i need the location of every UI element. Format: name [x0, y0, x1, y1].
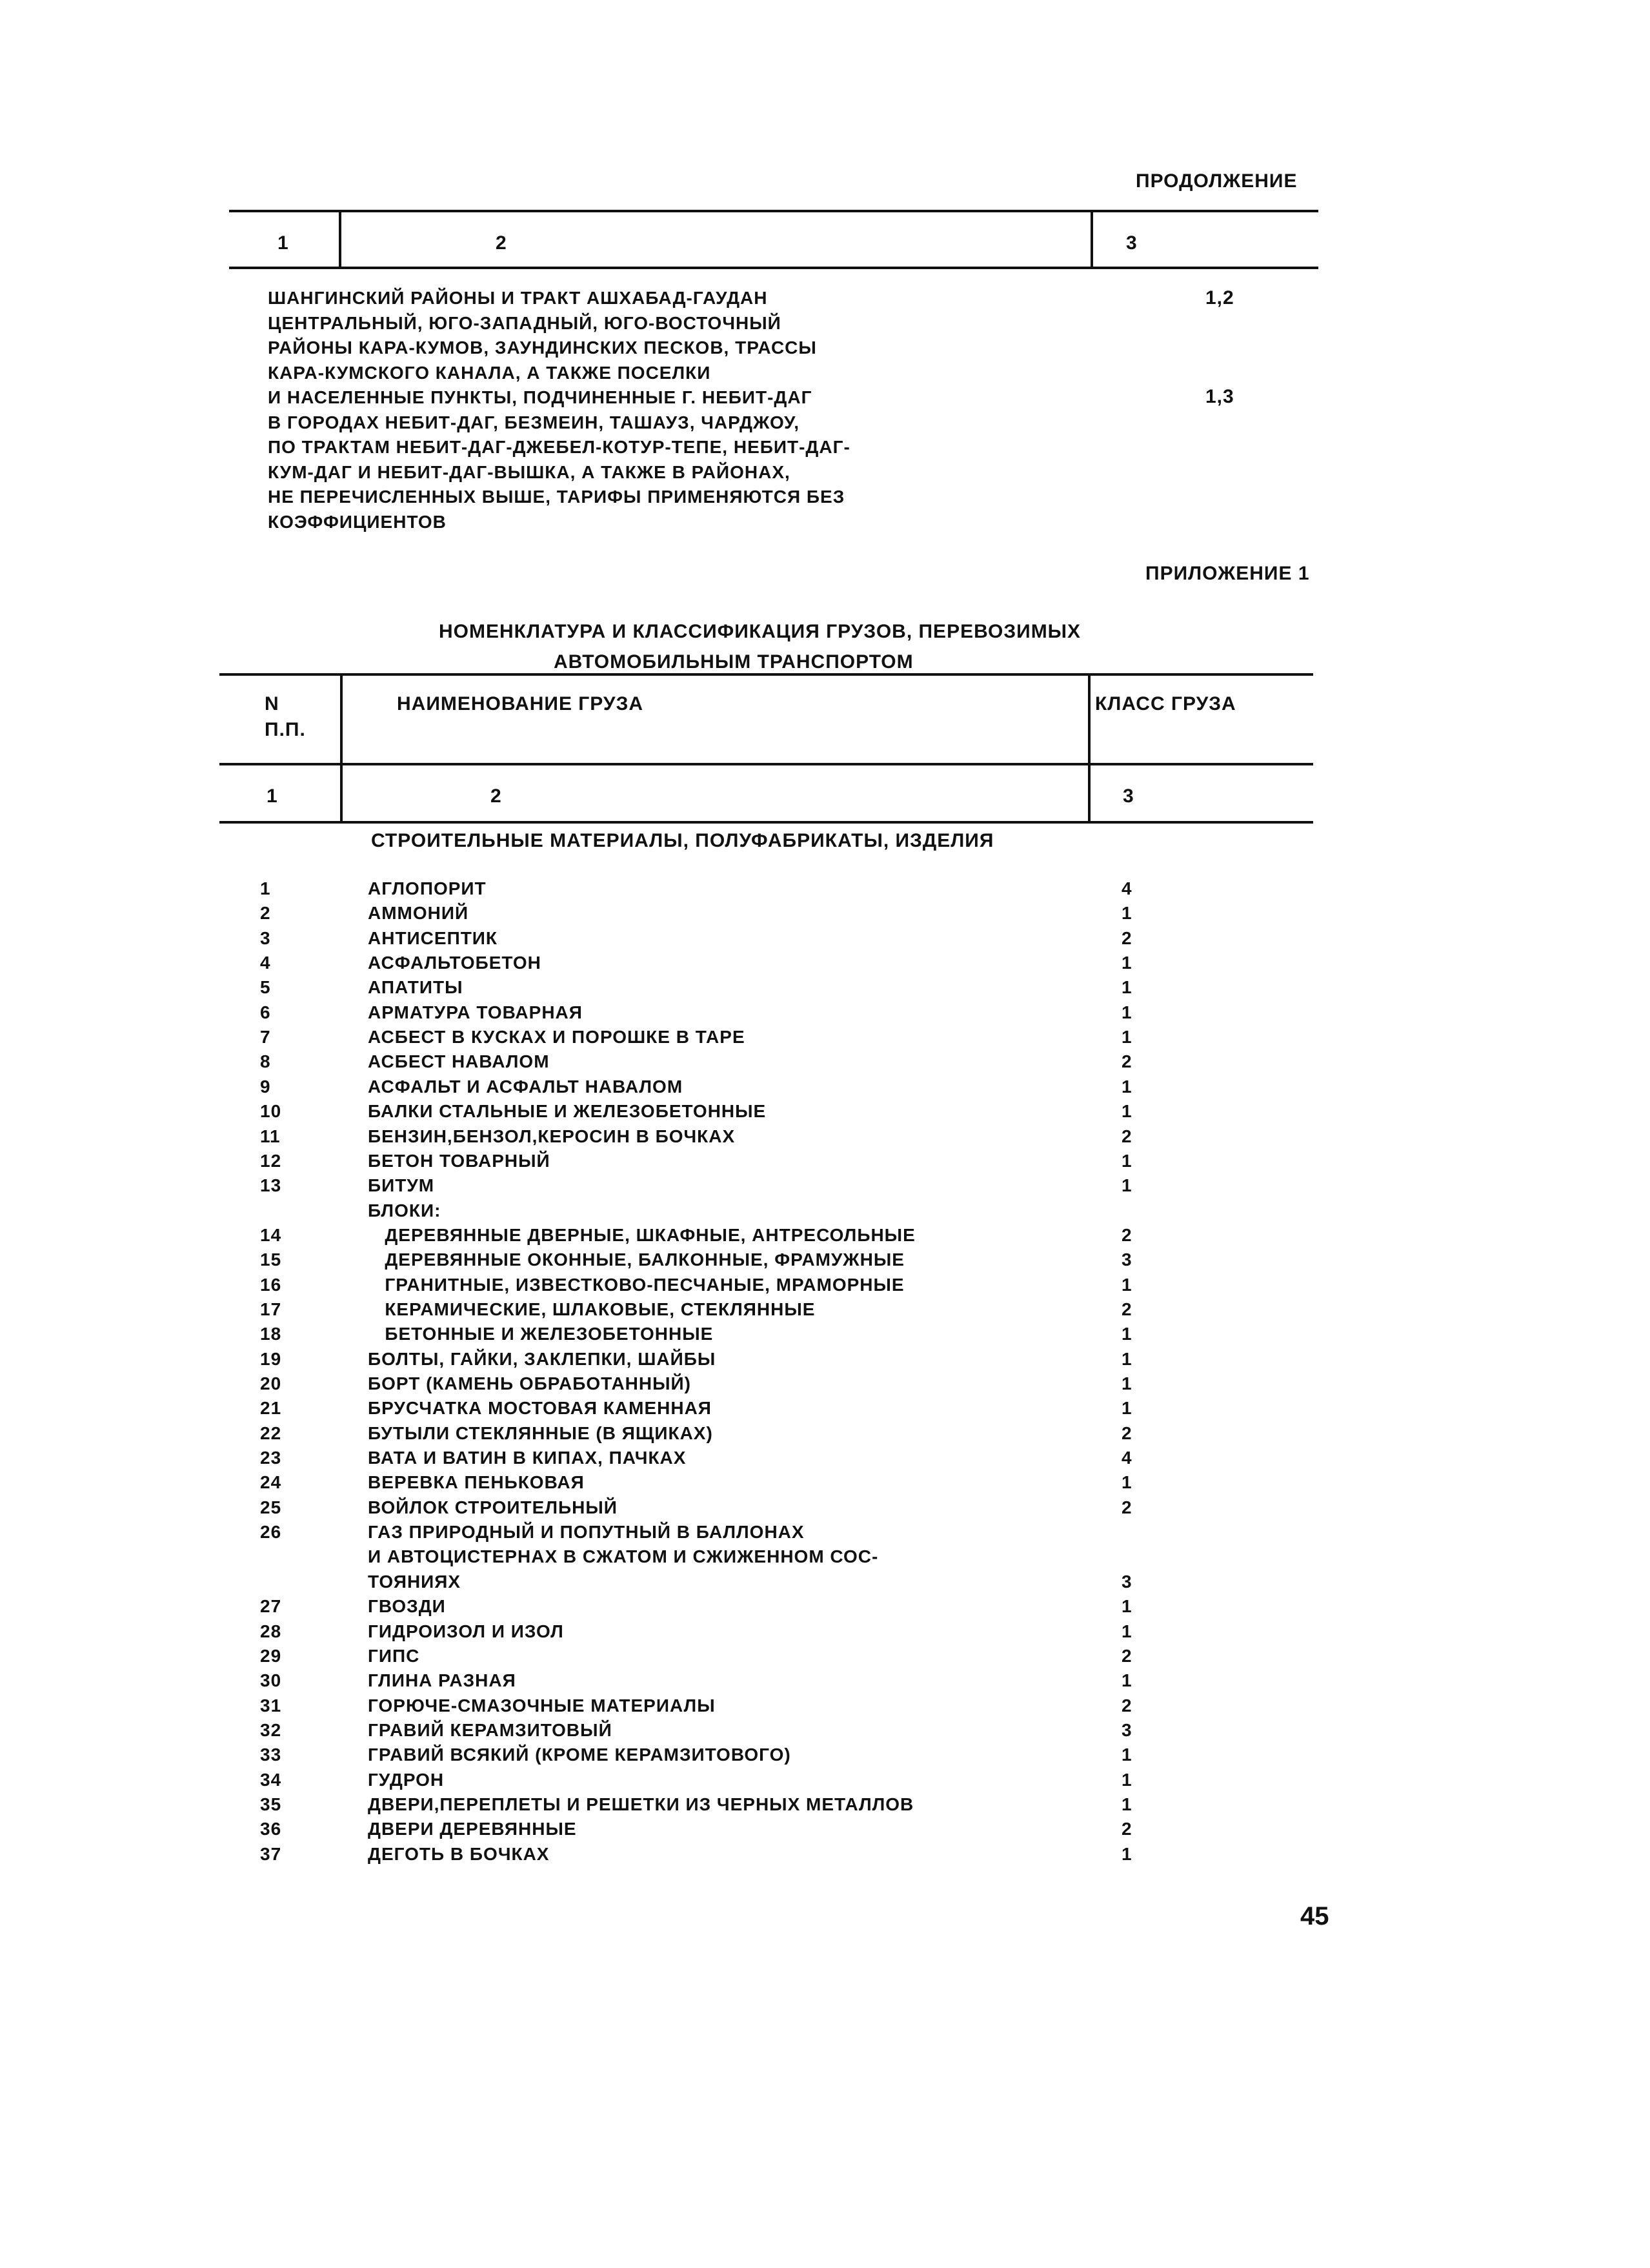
- top-table-col-divider-2: [1091, 211, 1093, 268]
- row-number: 17: [260, 1299, 282, 1319]
- row-number: 19: [260, 1348, 282, 1369]
- row-number: 31: [260, 1695, 282, 1716]
- row-cargo-class: 1: [1122, 1670, 1132, 1691]
- row-cargo-class: 3: [1122, 1250, 1132, 1270]
- row-cargo-name: ВАТА И ВАТИН В КИПАХ, ПАЧКАХ: [368, 1448, 687, 1468]
- row-cargo-name: АСБЕСТ НАВАЛОМ: [368, 1051, 550, 1072]
- row-cargo-class: 1: [1122, 953, 1132, 973]
- row-number: 34: [260, 1769, 282, 1790]
- row-number: 22: [260, 1423, 282, 1443]
- row-cargo-class: 1: [1122, 1794, 1132, 1814]
- row-cargo-class: 4: [1122, 878, 1132, 898]
- top-table-value-2: 1,3: [1205, 386, 1234, 407]
- row-cargo-name: И АВТОЦИСТЕРНАХ В СЖАТОМ И СЖИЖЕННОМ СОС-: [368, 1546, 879, 1567]
- page-title-line-1: НОМЕНКЛАТУРА И КЛАССИФИКАЦИЯ ГРУЗОВ, ПЕРЕВОЗИМЫХ: [439, 621, 1082, 642]
- row-cargo-name: АПАТИТЫ: [368, 977, 463, 998]
- row-number: 2: [260, 903, 271, 924]
- row-cargo-class: 1: [1122, 903, 1132, 924]
- page-number: 45: [1300, 1902, 1329, 1930]
- row-cargo-class: 3: [1122, 1571, 1132, 1592]
- row-cargo-name: ГРАВИЙ ВСЯКИЙ (КРОМЕ КЕРАМЗИТОВОГО): [368, 1745, 791, 1765]
- header-num-1: N: [265, 693, 279, 714]
- row-number: 33: [260, 1745, 282, 1765]
- row-cargo-name: БАЛКИ СТАЛЬНЫЕ И ЖЕЛЕЗОБЕТОННЫЕ: [368, 1101, 767, 1122]
- row-cargo-name: БИТУМ: [368, 1175, 435, 1196]
- row-cargo-class: 2: [1122, 1819, 1132, 1839]
- row-number: 21: [260, 1398, 282, 1419]
- top-table-text-line: ШАНГИНСКИЙ РАЙОНЫ И ТРАКТ АШХАБАД-ГАУДАН: [268, 288, 768, 308]
- top-table-col-1: 1: [277, 232, 289, 254]
- row-cargo-name: ГРАНИТНЫЕ, ИЗВЕСТКОВО-ПЕСЧАНЫЕ, МРАМОРНЫЕ: [368, 1274, 905, 1295]
- row-cargo-name: ДЕГОТЬ В БОЧКАХ: [368, 1843, 550, 1864]
- row-number: 14: [260, 1224, 282, 1245]
- row-cargo-class: 1: [1122, 1596, 1132, 1617]
- row-number: 3: [260, 927, 271, 948]
- row-number: 8: [260, 1051, 271, 1072]
- row-number: 15: [260, 1250, 282, 1270]
- row-number: 13: [260, 1175, 282, 1196]
- row-number: 12: [260, 1150, 282, 1171]
- row-cargo-class: 4: [1122, 1448, 1132, 1468]
- section-title: СТРОИТЕЛЬНЫЕ МАТЕРИАЛЫ, ПОЛУФАБРИКАТЫ, ИЗДЕЛИЯ: [371, 830, 994, 851]
- header-name: НАИМЕНОВАНИЕ ГРУЗА: [397, 693, 644, 714]
- row-cargo-name: ГОРЮЧЕ-СМАЗОЧНЫЕ МАТЕРИАЛЫ: [368, 1695, 716, 1716]
- top-table-text-line: В ГОРОДАХ НЕБИТ-ДАГ, БЕЗМЕИН, ТАШАУЗ, ЧАРДЖОУ,: [268, 412, 800, 432]
- row-cargo-class: 2: [1122, 1299, 1132, 1319]
- row-cargo-name: БЕНЗИН,БЕНЗОЛ,КЕРОСИН В БОЧКАХ: [368, 1126, 736, 1146]
- row-cargo-class: 1: [1122, 1150, 1132, 1171]
- row-cargo-name: ДЕРЕВЯННЫЕ ДВЕРНЫЕ, ШКАФНЫЕ, АНТРЕСОЛЬНЫЕ: [368, 1224, 916, 1245]
- row-number: 26: [260, 1522, 282, 1543]
- row-cargo-name: БРУСЧАТКА МОСТОВАЯ КАМЕННАЯ: [368, 1398, 712, 1419]
- row-cargo-name: ВЕРЕВКА ПЕНЬКОВАЯ: [368, 1472, 585, 1493]
- row-cargo-class: 2: [1122, 1423, 1132, 1443]
- row-cargo-class: 1: [1122, 1348, 1132, 1369]
- row-cargo-name: АСФАЛЬТ И АСФАЛЬТ НАВАЛОМ: [368, 1076, 683, 1097]
- header-class: КЛАСС ГРУЗА: [1095, 693, 1236, 714]
- row-cargo-name: ГРАВИЙ КЕРАМЗИТОВЫЙ: [368, 1719, 612, 1740]
- row-cargo-name: ГАЗ ПРИРОДНЫЙ И ПОПУТНЫЙ В БАЛЛОНАХ: [368, 1522, 805, 1543]
- row-cargo-name: ДВЕРИ ДЕРЕВЯННЫЕ: [368, 1819, 577, 1839]
- top-table-text-line: КУМ-ДАГ И НЕБИТ-ДАГ-ВЫШКА, А ТАКЖЕ В РАЙОНАХ,: [268, 461, 790, 482]
- main-table-top-rule: [219, 673, 1313, 676]
- row-number: 18: [260, 1324, 282, 1344]
- row-number: 25: [260, 1497, 282, 1517]
- row-cargo-name: АРМАТУРА ТОВАРНАЯ: [368, 1002, 583, 1022]
- row-cargo-name: БЛОКИ:: [368, 1200, 441, 1220]
- top-table-text-line: КОЭФФИЦИЕНТОВ: [268, 511, 447, 532]
- row-number: 35: [260, 1794, 282, 1814]
- top-table-header-rule: [229, 267, 1318, 269]
- row-cargo-name: АГЛОПОРИТ: [368, 878, 487, 898]
- row-number: 11: [260, 1126, 281, 1146]
- row-cargo-class: 1: [1122, 1324, 1132, 1344]
- row-number: 20: [260, 1373, 282, 1393]
- row-number: 36: [260, 1819, 282, 1839]
- row-cargo-class: 1: [1122, 1274, 1132, 1295]
- row-cargo-class: 1: [1122, 1472, 1132, 1493]
- row-number: 6: [260, 1002, 271, 1022]
- row-cargo-name: КЕРАМИЧЕСКИЕ, ШЛАКОВЫЕ, СТЕКЛЯННЫЕ: [368, 1299, 816, 1319]
- row-cargo-name: БУТЫЛИ СТЕКЛЯННЫЕ (В ЯЩИКАХ): [368, 1423, 713, 1443]
- row-cargo-name: АСБЕСТ В КУСКАХ И ПОРОШКЕ В ТАРЕ: [368, 1027, 745, 1048]
- row-cargo-class: 2: [1122, 1224, 1132, 1245]
- row-cargo-class: 1: [1122, 1745, 1132, 1765]
- col-number-2: 2: [490, 785, 502, 807]
- row-cargo-class: 1: [1122, 1175, 1132, 1196]
- top-table-text-line: КАРА-КУМСКОГО КАНАЛА, А ТАКЖЕ ПОСЕЛКИ: [268, 362, 711, 383]
- row-cargo-name: АНТИСЕПТИК: [368, 927, 498, 948]
- row-cargo-name: БЕТОН ТОВАРНЫЙ: [368, 1150, 550, 1171]
- row-cargo-name: ГВОЗДИ: [368, 1596, 446, 1617]
- row-number: 30: [260, 1670, 282, 1691]
- row-number: 10: [260, 1101, 282, 1122]
- row-number: 1: [260, 878, 271, 898]
- main-table-colnum-rule: [219, 821, 1313, 824]
- top-table-col-divider-1: [339, 211, 341, 268]
- top-table-text-line: РАЙОНЫ КАРА-КУМОВ, ЗАУНДИНСКИХ ПЕСКОВ, ТРАССЫ: [268, 338, 817, 358]
- row-cargo-class: 1: [1122, 1076, 1132, 1097]
- top-table-text-line: НЕ ПЕРЕЧИСЛЕННЫХ ВЫШЕ, ТАРИФЫ ПРИМЕНЯЮТСЯ БЕЗ: [268, 487, 845, 507]
- row-cargo-class: 2: [1122, 1695, 1132, 1716]
- main-table-col-divider-2: [1088, 674, 1091, 822]
- row-cargo-class: 1: [1122, 1398, 1132, 1419]
- row-number: 29: [260, 1645, 282, 1666]
- top-table-col-3: 3: [1126, 232, 1138, 254]
- row-cargo-class: 1: [1122, 1621, 1132, 1641]
- row-cargo-name: БЕТОННЫЕ И ЖЕЛЕЗОБЕТОННЫЕ: [368, 1324, 714, 1344]
- row-cargo-class: 2: [1122, 1051, 1132, 1072]
- row-cargo-class: 2: [1122, 1126, 1132, 1146]
- row-cargo-name: АСФАЛЬТОБЕТОН: [368, 953, 541, 973]
- main-table-header-rule: [219, 763, 1313, 765]
- row-number: 9: [260, 1076, 271, 1097]
- row-cargo-name: БОРТ (КАМЕНЬ ОБРАБОТАННЫЙ): [368, 1373, 691, 1393]
- row-number: 5: [260, 977, 271, 998]
- row-cargo-class: 2: [1122, 1497, 1132, 1517]
- row-number: 24: [260, 1472, 282, 1493]
- page-title-line-2: АВТОМОБИЛЬНЫМ ТРАНСПОРТОМ: [554, 651, 914, 673]
- row-cargo-name: ГИДРОИЗОЛ И ИЗОЛ: [368, 1621, 564, 1641]
- continuation-label: ПРОДОЛЖЕНИЕ: [1136, 170, 1298, 192]
- top-table-text-line: ПО ТРАКТАМ НЕБИТ-ДАГ-ДЖЕБЕЛ-КОТУР-ТЕПЕ, НЕБИТ-ДАГ-: [268, 437, 850, 457]
- row-number: 27: [260, 1596, 282, 1617]
- row-cargo-class: 1: [1122, 1027, 1132, 1048]
- row-cargo-class: 1: [1122, 1002, 1132, 1022]
- appendix-label: ПРИЛОЖЕНИЕ 1: [1145, 563, 1310, 584]
- row-cargo-name: ГУДРОН: [368, 1769, 445, 1790]
- row-cargo-name: ДВЕРИ,ПЕРЕПЛЕТЫ И РЕШЕТКИ ИЗ ЧЕРНЫХ МЕТАЛЛОВ: [368, 1794, 914, 1814]
- row-cargo-name: БОЛТЫ, ГАЙКИ, ЗАКЛЕПКИ, ШАЙБЫ: [368, 1348, 716, 1369]
- row-cargo-name: ДЕРЕВЯННЫЕ ОКОННЫЕ, БАЛКОННЫЕ, ФРАМУЖНЫЕ: [368, 1250, 905, 1270]
- row-cargo-class: 2: [1122, 927, 1132, 948]
- top-table-text-line: И НАСЕЛЕННЫЕ ПУНКТЫ, ПОДЧИНЕННЫЕ Г. НЕБИТ-ДАГ: [268, 387, 812, 407]
- col-number-3: 3: [1123, 785, 1134, 807]
- row-cargo-class: 1: [1122, 1101, 1132, 1122]
- row-cargo-class: 1: [1122, 977, 1132, 998]
- header-num-2: П.П.: [265, 719, 306, 740]
- row-number: 7: [260, 1027, 271, 1048]
- row-number: 37: [260, 1843, 282, 1864]
- row-number: 16: [260, 1274, 282, 1295]
- col-number-1: 1: [267, 785, 278, 807]
- row-cargo-class: 1: [1122, 1843, 1132, 1864]
- row-cargo-class: 1: [1122, 1373, 1132, 1393]
- row-cargo-class: 3: [1122, 1719, 1132, 1740]
- row-number: 23: [260, 1448, 282, 1468]
- row-number: 4: [260, 953, 271, 973]
- row-cargo-name: ГИПС: [368, 1645, 420, 1666]
- top-table-text-line: ЦЕНТРАЛЬНЫЙ, ЮГО-ЗАПАДНЫЙ, ЮГО-ВОСТОЧНЫЙ: [268, 312, 781, 333]
- top-table-col-2: 2: [496, 232, 507, 254]
- top-table-top-rule: [229, 210, 1318, 212]
- top-table-value-1: 1,2: [1205, 287, 1234, 309]
- row-cargo-name: АММОНИЙ: [368, 903, 469, 924]
- main-table-col-divider-1: [340, 674, 343, 822]
- row-cargo-class: 2: [1122, 1645, 1132, 1666]
- row-cargo-name: ТОЯНИЯХ: [368, 1571, 461, 1592]
- row-cargo-name: ГЛИНА РАЗНАЯ: [368, 1670, 516, 1691]
- row-number: 28: [260, 1621, 282, 1641]
- row-number: 32: [260, 1719, 282, 1740]
- row-cargo-class: 1: [1122, 1769, 1132, 1790]
- row-cargo-name: ВОЙЛОК СТРОИТЕЛЬНЫЙ: [368, 1497, 618, 1517]
